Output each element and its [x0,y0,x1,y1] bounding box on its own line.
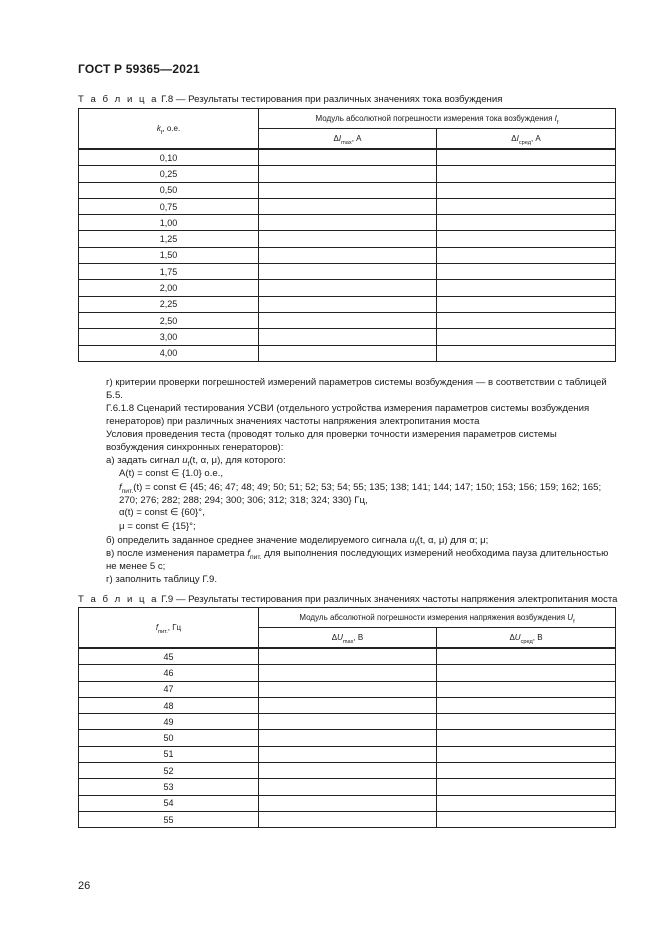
table8-caption: Т а б л и ц а Г.8 — Результаты тестирования при различных значениях тока возбуждения [78,94,503,105]
item-a-amplitude: A(t) = const ∈ {1.0} о.е., [119,468,224,479]
empty-result-cell [437,296,616,312]
row-value-cell: 1,25 [79,231,259,247]
empty-result-cell [259,345,437,361]
paragraph-conditions: Условия проведения теста (проводят только для проверки точности измерения параметров системы возбуждения синхронных генераторов): [106,429,557,453]
table-row [79,182,616,198]
empty-result-cell [259,231,437,247]
empty-result-cell [437,681,616,697]
empty-result-cell [437,198,616,214]
table-row [79,329,616,345]
row-value-cell: 46 [79,665,259,681]
row-value-cell: 50 [79,730,259,746]
row-value-cell: 2,25 [79,296,259,312]
table-row [79,714,616,730]
empty-result-cell [259,280,437,296]
row-value-cell: 55 [79,811,259,827]
empty-result-cell [437,247,616,263]
table-row [79,345,616,361]
row-value-cell: 2,00 [79,280,259,296]
empty-result-cell [437,149,616,166]
table-row [79,763,616,779]
table-row [79,681,616,697]
document-header: ГОСТ Р 59365—2021 [78,62,200,76]
empty-result-cell [259,247,437,263]
table9-caption: Т а б л и ц а Г.9 — Результаты тестирования при различных значениях частоты напряжения электропитания моста [78,594,618,605]
empty-result-cell [437,746,616,762]
table-row [79,231,616,247]
empty-result-cell [437,312,616,328]
empty-result-cell [437,665,616,681]
empty-result-cell [437,182,616,198]
empty-result-cell [259,329,437,345]
table8-col3-header: $\Delta I_{сред}$, А [437,129,616,150]
row-value-cell: 2,50 [79,312,259,328]
row-value-cell: 51 [79,746,259,762]
table-row [79,779,616,795]
empty-result-cell [437,795,616,811]
empty-result-cell [437,730,616,746]
empty-result-cell [259,149,437,166]
table-row [79,280,616,296]
empty-result-cell [437,264,616,280]
empty-result-cell [259,648,437,665]
empty-result-cell [259,296,437,312]
empty-result-cell [259,215,437,231]
item-g-fill: г) заполнить таблицу Г.9. [106,574,218,585]
row-value-cell: 3,00 [79,329,259,345]
empty-result-cell [259,264,437,280]
table8-col2-header: $\Delta I_{max}$, А [259,129,437,150]
empty-result-cell [259,779,437,795]
empty-result-cell [259,166,437,182]
table-row [79,166,616,182]
table9-col3-header: $\Delta U_{сред}$, В [437,628,616,649]
row-value-cell: 45 [79,648,259,665]
table-row [79,648,616,665]
row-value-cell: 53 [79,779,259,795]
table9-col2-header: $\Delta U_{max}$, В [259,628,437,649]
table-row [79,198,616,214]
table8-col1-header: $k_f$, о.е. [79,109,259,150]
row-value-cell: 0,50 [79,182,259,198]
item-a-alpha: α(t) = const ∈ {60}°, [119,507,205,518]
row-value-cell: 54 [79,795,259,811]
empty-result-cell [437,779,616,795]
empty-result-cell [437,345,616,361]
row-value-cell: 1,00 [79,215,259,231]
table-row [79,149,616,166]
empty-result-cell [259,795,437,811]
empty-result-cell [259,746,437,762]
empty-result-cell [437,280,616,296]
empty-result-cell [437,329,616,345]
empty-result-cell [259,730,437,746]
empty-result-cell [259,714,437,730]
item-a-frequency: $f_{пит.}(t)$ = const ∈ {45; 46; 47; 48; 49; 50; 51; 52; 53; 54; 55; 135; 138; 141; 144; 147; 150; 153; 156; 159; 162; 165; 270; 276; 282; 288; 294; 300; 306; 312; 318; 324; 330} Гц, [119,482,602,506]
row-value-cell: 1,75 [79,264,259,280]
table9-group-header: Модуль абсолютной погрешности измерения напряжения возбуждения $U_f$ [259,608,616,628]
empty-result-cell [259,681,437,697]
page-number: 26 [78,880,91,892]
item-a: а) задать сигнал $u_f(t$, α, μ), для которого: [106,455,286,468]
empty-result-cell [437,697,616,713]
table-row [79,730,616,746]
empty-result-cell [259,697,437,713]
empty-result-cell [437,763,616,779]
table-row [79,312,616,328]
row-value-cell: 47 [79,681,259,697]
empty-result-cell [437,166,616,182]
row-value-cell: 4,00 [79,345,259,361]
item-v: в) после изменения параметра $f_{пит.}$ для выполнения последующих измерений необходима пауза длительностью не менее 5 с; [106,548,609,572]
table-g9 [78,607,616,828]
table-row [79,296,616,312]
paragraph-g618: Г.6.1.8 Сценарий тестирования УСВИ (отдельного устройства измерения параметров системы возбуждения генераторов) при различных значениях частоты напряжения электропитания моста [106,403,590,427]
item-b: б) определить заданное среднее значение моделируемого сигнала $u_f(t$, α, μ) для α; μ; [106,535,489,548]
table-row [79,264,616,280]
empty-result-cell [259,665,437,681]
empty-result-cell [259,312,437,328]
table-g8 [78,108,616,362]
paragraph-g-criteria: г) критерии проверки погрешностей измерений параметров системы возбуждения — в соответствии с таблицей Б.5. [106,377,607,401]
table-row [79,665,616,681]
row-value-cell: 48 [79,697,259,713]
row-value-cell: 0,75 [79,198,259,214]
table-row [79,247,616,263]
table-row [79,697,616,713]
row-value-cell: 52 [79,763,259,779]
empty-result-cell [259,763,437,779]
table9-col1-header: $f_{пит.}$, Гц [79,608,259,649]
table-row [79,746,616,762]
table-row [79,795,616,811]
empty-result-cell [437,714,616,730]
empty-result-cell [259,198,437,214]
table-row [79,215,616,231]
item-a-mu: μ = const ∈ {15}°; [119,521,196,532]
empty-result-cell [437,215,616,231]
table-row [79,811,616,827]
table8-group-header: Модуль абсолютной погрешности измерения тока возбуждения $I_f$ [259,109,616,129]
row-value-cell: 0,25 [79,166,259,182]
row-value-cell: 49 [79,714,259,730]
empty-result-cell [437,648,616,665]
row-value-cell: 1,50 [79,247,259,263]
empty-result-cell [259,182,437,198]
empty-result-cell [259,811,437,827]
empty-result-cell [437,231,616,247]
row-value-cell: 0,10 [79,149,259,166]
empty-result-cell [437,811,616,827]
